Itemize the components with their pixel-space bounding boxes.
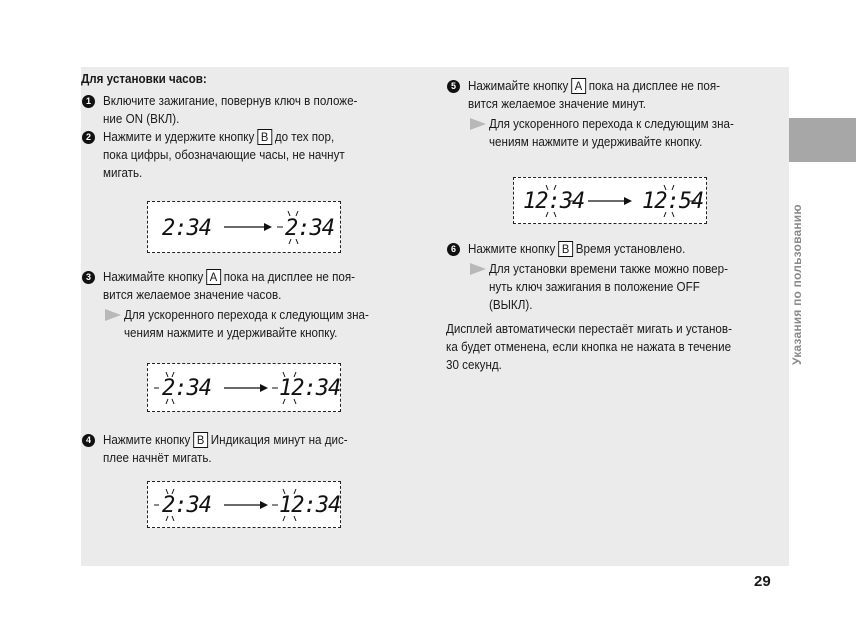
step-text: мигать. — [103, 166, 143, 180]
note-text: 30 секунд. — [446, 358, 502, 372]
page-number: 29 — [754, 573, 771, 590]
step-text — [103, 268, 389, 286]
step-text-part: Время установлено. — [575, 242, 686, 256]
key-b-label: B — [257, 129, 272, 145]
step-6 — [446, 240, 776, 258]
step-text-part: Нажимайте кнопку — [103, 270, 204, 284]
step-text: вится желаемое значение минут. — [468, 97, 647, 111]
display-to: 2:34 — [285, 216, 334, 241]
tip — [81, 306, 411, 342]
step-text-part: Индикация минут на дис- — [210, 433, 348, 447]
note-text: Дисплей автоматически перестаёт мигать и установ- — [446, 322, 732, 336]
tip — [446, 260, 776, 314]
step-text — [468, 240, 754, 258]
key-b-label: B — [193, 432, 208, 448]
step-text: ние ON (ВКЛ). — [103, 112, 180, 126]
tip-text: Для ускоренного перехода к следующим зна- — [124, 308, 369, 322]
step-text-part: Нажмите кнопку — [103, 433, 191, 447]
step-text — [468, 77, 754, 95]
tip-arrow-icon — [470, 263, 486, 275]
step-text: вится желаемое значение часов. — [103, 288, 282, 302]
step-number: 2 — [82, 131, 95, 144]
tip-text: (ВЫКЛ). — [489, 298, 533, 312]
step-text: пока цифры, обозначающие часы, не начнут — [103, 148, 345, 162]
tip-arrow-icon — [470, 118, 486, 130]
key-a-label: A — [571, 78, 586, 94]
section-label: Указания по пользованию — [790, 204, 804, 365]
tip-arrow-icon — [105, 309, 121, 321]
tip-text: Для установки времени также можно повер- — [489, 262, 728, 276]
key-a-label: A — [206, 269, 221, 285]
tip-text: чениям нажмите и удерживайте кнопку. — [489, 135, 703, 149]
clock-display-2 — [147, 363, 341, 412]
clock-display-1 — [147, 201, 341, 253]
arrow-head — [264, 223, 272, 231]
step-2 — [81, 128, 411, 182]
display-from: 2:34 — [162, 493, 211, 518]
step-text-part: до тех пор, — [274, 130, 335, 144]
step-text: Включите зажигание, повернув ключ в положе- — [103, 94, 358, 108]
footer-note — [446, 320, 776, 374]
step-text-part: Нажимайте кнопку — [468, 79, 569, 93]
step-text — [103, 128, 389, 146]
display-to: 12:34 — [279, 493, 340, 518]
step-text — [103, 431, 389, 449]
clock-display-3 — [147, 481, 341, 528]
key-b-label: B — [558, 241, 573, 257]
display-from: 12:34 — [523, 189, 585, 214]
step-number: 1 — [82, 95, 95, 108]
step-text-part: пока на дисплее не поя- — [223, 270, 356, 284]
step-1 — [81, 92, 411, 128]
step-number: 5 — [447, 80, 460, 93]
left-column-step4 — [81, 431, 411, 467]
display-from: 2:34 — [162, 376, 211, 401]
left-column — [81, 70, 411, 182]
clock-display-4 — [513, 177, 707, 224]
arrow-head — [260, 384, 268, 392]
step-5 — [446, 77, 776, 113]
tip-text: нуть ключ зажигания в положение OFF — [489, 280, 700, 294]
step-text-part: пока на дисплее не поя- — [588, 79, 721, 93]
heading: Для установки часов: — [81, 72, 207, 86]
step-number: 4 — [82, 434, 95, 447]
arrow-head — [624, 197, 632, 205]
step-number: 6 — [447, 243, 460, 256]
display-to: 12:54 — [642, 189, 704, 214]
tip — [446, 115, 776, 151]
step-text: плее начнёт мигать. — [103, 451, 212, 465]
display-from: 2:34 — [162, 216, 211, 241]
arrow-head — [260, 501, 268, 509]
note-text: ка будет отменена, если кнопка не нажата в течение — [446, 340, 732, 354]
display-to: 12:34 — [279, 376, 340, 401]
step-text-part: Нажмите и удержите кнопку — [103, 130, 255, 144]
section-tab — [789, 118, 856, 162]
step-4 — [81, 431, 411, 467]
right-column — [446, 77, 776, 151]
tip-text: чениям нажмите и удерживайте кнопку. — [124, 326, 338, 340]
step-3 — [81, 268, 411, 304]
right-column-lower — [446, 240, 776, 374]
left-column-lower — [81, 268, 411, 342]
tip-text: Для ускоренного перехода к следующим зна- — [489, 117, 734, 131]
step-number: 3 — [82, 271, 95, 284]
step-text-part: Нажмите кнопку — [468, 242, 556, 256]
